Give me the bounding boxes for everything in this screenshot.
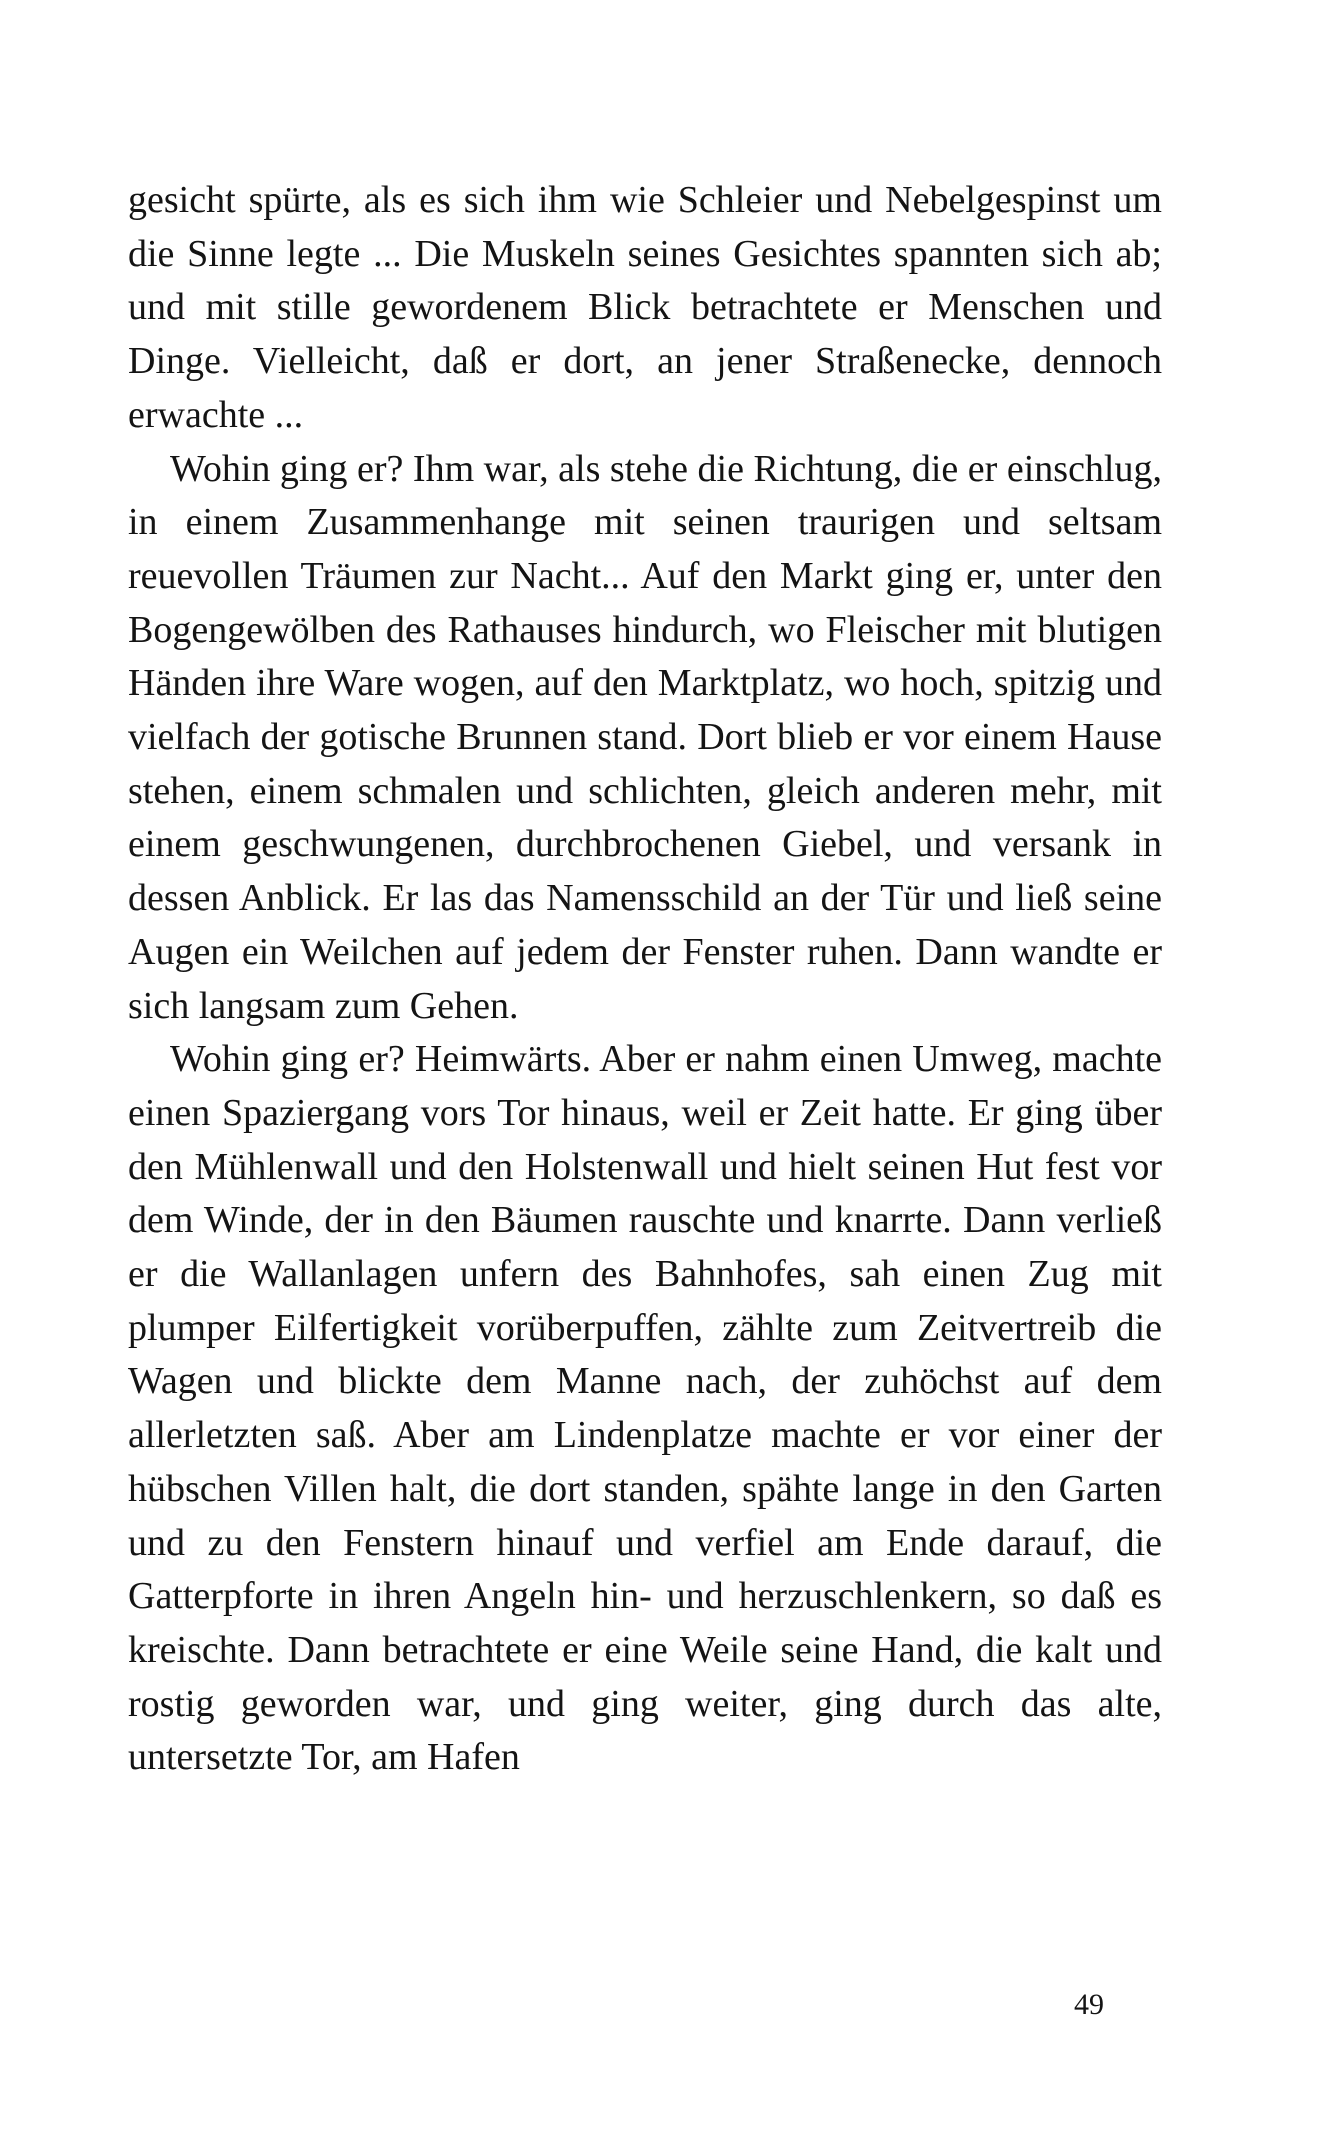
body-text	[128, 174, 1162, 1785]
paragraph-1: gesicht spürte, als es sich ihm wie Schleier und Nebelgespinst um die Sinne legte ... Die Muskeln seines Gesichtes spannten sich ab; und mit stille gewordenem Blick betrachtete er Menschen und Dinge. Vielleicht, daß er dort, an jener Straßenecke, dennoch erwachte ...	[128, 179, 1162, 436]
page-number: 49	[1074, 1988, 1104, 2021]
paragraph-2: Wohin ging er? Ihm war, als stehe die Richtung, die er einschlug, in einem Zusammenhange mit seinen traurigen und seltsam reuevollen Träumen zur Nacht... Auf den Markt ging er, unter den Bogengewölben des Rathauses hindurch, wo Fleischer mit blutigen Händen ihre Ware wogen, auf den Marktplatz, wo hoch, spitzig und vielfach der gotische Brunnen stand. Dort blieb er vor einem Hause stehen, einem schmalen und schlichten, gleich anderen mehr, mit einem geschwungenen, durchbrochenen Giebel, und versank in dessen Anblick. Er las das Namensschild an der Tür und ließ seine Augen ein Weilchen auf jedem der Fenster ruhen. Dann wandte er sich langsam zum Gehen.	[128, 447, 1162, 1027]
paragraph-3: Wohin ging er? Heimwärts. Aber er nahm einen Umweg, machte einen Spaziergang vors Tor hinaus, weil er Zeit hatte. Er ging über den Mühlenwall und den Holstenwall und hielt seinen Hut fest vor dem Winde, der in den Bäumen rauschte und knarrte. Dann verließ er die Wallanlagen unfern des Bahnhofes, sah einen Zug mit plumper Eilfertigkeit vorüberpuffen, zählte zum Zeitvertreib die Wagen und blickte dem Manne nach, der zuhöchst auf dem allerletzten saß. Aber am Lindenplatze machte er vor einer der hübschen Villen halt, die dort standen, spähte lange in den Garten und zu den Fenstern hinauf und verfiel am Ende darauf, die Gatterpforte in ihren Angeln hin- und herzuschlenkern, so daß es kreischte. Dann betrachtete er eine Weile seine Hand, die kalt und rostig geworden war, und ging weiter, ging durch das alte, untersetzte Tor, am Hafen	[128, 1038, 1162, 1779]
